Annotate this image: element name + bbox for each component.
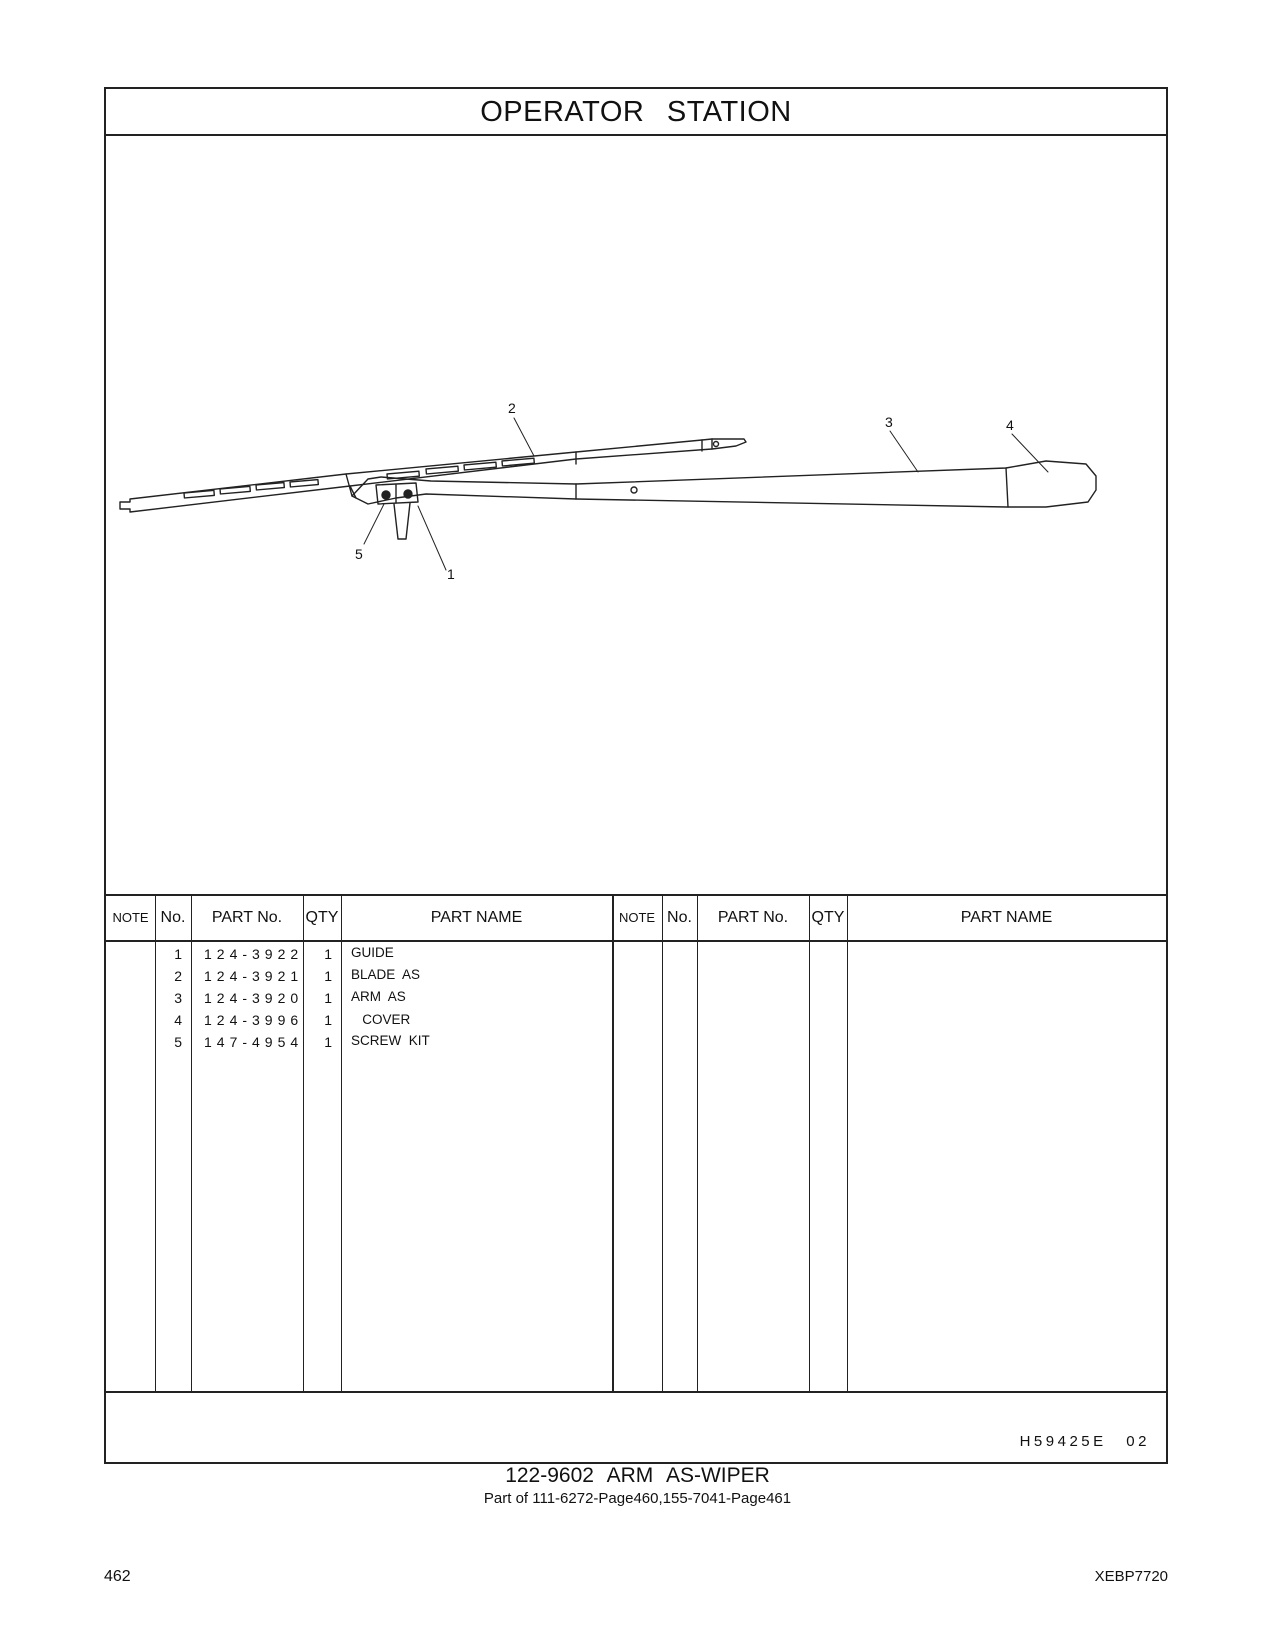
row-no: 5 xyxy=(174,1034,182,1050)
callout-leaders xyxy=(364,418,1048,570)
page-title xyxy=(106,89,1166,136)
callout-2: 2 xyxy=(508,400,516,416)
header-note: NOTE xyxy=(112,910,149,925)
page-number: 462 xyxy=(104,1568,131,1585)
row-qty: 1 xyxy=(324,1034,332,1050)
row-qty: 1 xyxy=(324,946,332,962)
row-part-name: SCREW KIT xyxy=(351,1033,430,1048)
assembly-subcaption: Part of 111-6272-Page460,155-7041-Page461 xyxy=(483,1490,792,1507)
header-no-right: No. xyxy=(667,909,692,926)
header-qty-right: QTY xyxy=(811,909,845,926)
row-part-no: 124-3996 xyxy=(204,1012,304,1028)
page-frame xyxy=(104,87,1168,1464)
row-part-no: 124-3922 xyxy=(204,946,304,962)
row-no: 2 xyxy=(174,968,182,984)
header-part-no-right: PART No. xyxy=(717,909,789,926)
row-part-name: GUIDE xyxy=(351,945,394,960)
header-part-no: PART No. xyxy=(211,909,283,926)
callout-1: 1 xyxy=(447,566,455,582)
row-part-name: COVER xyxy=(351,1012,411,1027)
parts-table xyxy=(106,894,1166,1393)
header-qty: QTY xyxy=(305,909,339,926)
assembly-caption: 122-9602 ARM AS-WIPER xyxy=(505,1464,770,1487)
row-part-no: 124-3920 xyxy=(204,990,304,1006)
parts-illustration xyxy=(106,134,1166,894)
callout-4: 4 xyxy=(1006,417,1014,433)
drawing-code-area xyxy=(106,1389,1166,1462)
row-no: 3 xyxy=(174,990,182,1006)
row-part-name: ARM AS xyxy=(351,989,406,1004)
header-note-right: NOTE xyxy=(618,910,656,925)
drawing-code: H59425E 02 xyxy=(1019,1433,1150,1450)
guide-clip-shape xyxy=(376,483,418,539)
callout-3: 3 xyxy=(885,414,893,430)
document-code: XEBP7720 xyxy=(1094,1568,1168,1585)
row-part-no: 147-4954 xyxy=(204,1034,304,1050)
row-no: 4 xyxy=(174,1012,182,1028)
callout-5: 5 xyxy=(355,546,363,562)
row-qty: 1 xyxy=(324,1012,332,1028)
row-qty: 1 xyxy=(324,990,332,1006)
row-part-name: BLADE AS xyxy=(351,967,421,982)
wiper-arm-drawing xyxy=(106,134,1166,894)
row-qty: 1 xyxy=(324,968,332,984)
header-part-name: PART NAME xyxy=(430,909,523,926)
header-part-name-right: PART NAME xyxy=(960,909,1053,926)
row-no: 1 xyxy=(174,946,182,962)
header-no: No. xyxy=(160,909,186,926)
title-text: OPERATOR STATION xyxy=(480,96,792,128)
row-part-no: 124-3921 xyxy=(204,968,304,984)
